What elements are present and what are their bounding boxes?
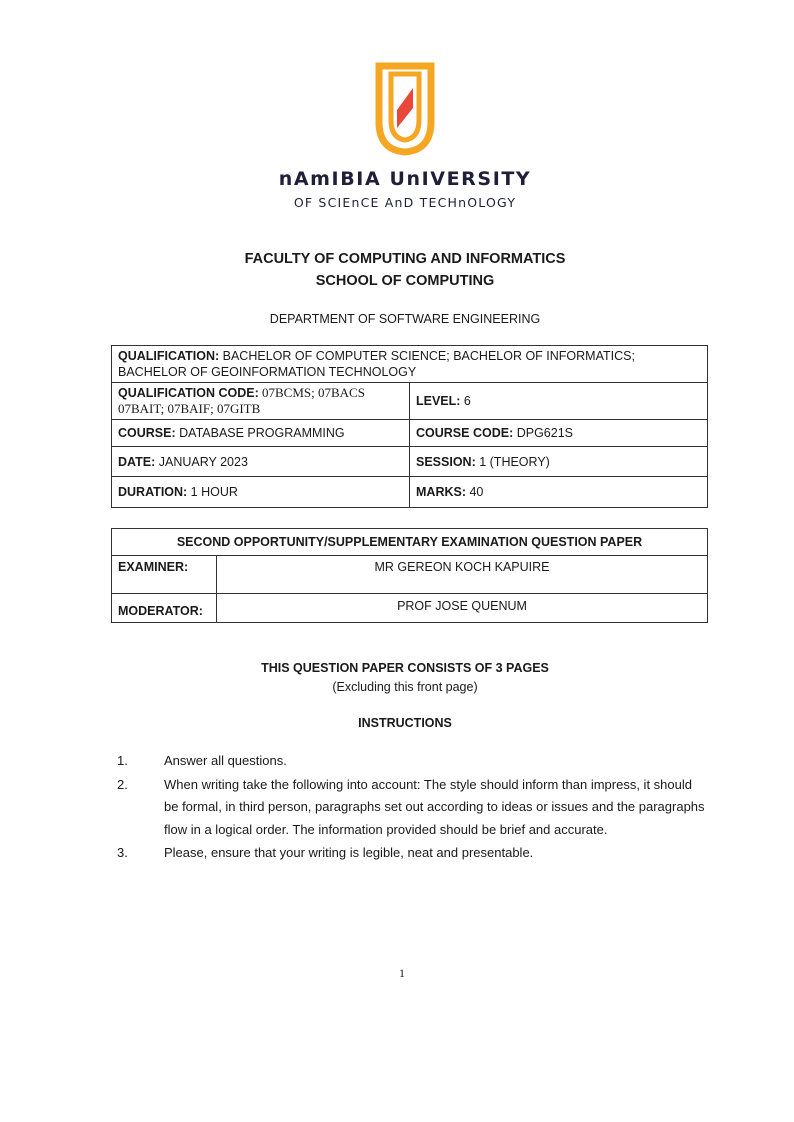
moderator-label: MODERATOR: [112, 594, 217, 623]
school-title: SCHOOL OF COMPUTING [315, 273, 495, 289]
instruction-text: When writing take the following into account: The style should inform than impress, it should be formal, in third person, paragraphs set out according to ideas or issues and the paragraphs flow in a logical order. The information provided should be brief and accurate. [164, 776, 705, 837]
instructions-title: INSTRUCTIONS [358, 716, 452, 730]
qualification-code-cell [112, 383, 410, 420]
duration-value: 1 HOUR [187, 485, 238, 499]
exam-title: SECOND OPPORTUNITY/SUPPLEMENTARY EXAMINATION QUESTION PAPER [112, 529, 708, 556]
date-value: JANUARY 2023 [155, 454, 248, 469]
marks-label: MARKS: [416, 485, 466, 499]
course-info-table [111, 345, 708, 508]
moderator-value: PROF JOSE QUENUM [217, 594, 708, 623]
pages-note: THIS QUESTION PAPER CONSISTS OF 3 PAGES [261, 661, 549, 675]
excluding-note: (Excluding this front page) [332, 680, 478, 694]
instruction-text: Please, ensure that your writing is legible, neat and presentable. [164, 845, 534, 860]
faculty-title: FACULTY OF COMPUTING AND INFORMATICS [244, 251, 566, 267]
university-subtitle: OF SCIEnCE AnD TECHnOLOGY [293, 195, 517, 210]
department-title: DEPARTMENT OF SOFTWARE ENGINEERING [269, 312, 541, 326]
course-label: COURSE: [118, 426, 176, 440]
date-cell [112, 447, 410, 477]
session-label: SESSION: [416, 454, 476, 469]
qualification-label: QUALIFICATION: [118, 349, 220, 363]
level-cell [410, 383, 708, 420]
instruction-number: 2. [117, 776, 128, 792]
instruction-item [117, 842, 707, 865]
university-logo-icon [375, 60, 435, 156]
instruction-number: 1. [117, 753, 128, 768]
duration-label: DURATION: [118, 485, 188, 499]
date-label: DATE: [118, 454, 156, 469]
examiner-value: MR GEREON KOCH KAPUIRE [217, 556, 708, 594]
qualification-code-value: 07BCMS; 07BACS 07BAIT; 07BAIF; 07GITB [118, 385, 365, 416]
instructions-list [117, 750, 707, 866]
university-name: nAmIBIA UnIVERSITY [278, 168, 532, 190]
course-cell [112, 420, 410, 447]
qualification-cell [112, 346, 708, 383]
course-code-cell [410, 420, 708, 447]
course-code-value: DPG621S [513, 426, 573, 440]
level-label: LEVEL: [416, 394, 461, 408]
marks-cell [410, 477, 708, 508]
exam-info-table [111, 528, 708, 623]
session-cell [410, 447, 708, 477]
instruction-number: 3. [117, 845, 128, 860]
session-value: 1 (THEORY) [475, 454, 550, 469]
course-code-label: COURSE CODE: [416, 426, 514, 440]
examiner-label: EXAMINER: [112, 556, 217, 594]
instruction-item [117, 750, 707, 773]
qualification-value: BACHELOR OF COMPUTER SCIENCE; BACHELOR OF INFORMATICS; BACHELOR OF GEOINFORMATION TECHNOLOGY [118, 349, 635, 379]
marks-value: 40 [466, 485, 484, 499]
qualification-code-label: QUALIFICATION CODE: [118, 386, 259, 400]
level-value: 6 [460, 394, 471, 408]
instruction-item [117, 774, 707, 842]
instruction-text: Answer all questions. [164, 753, 287, 768]
course-value: DATABASE PROGRAMMING [175, 426, 345, 440]
duration-cell [112, 477, 410, 508]
page-number: 1 [399, 966, 405, 980]
